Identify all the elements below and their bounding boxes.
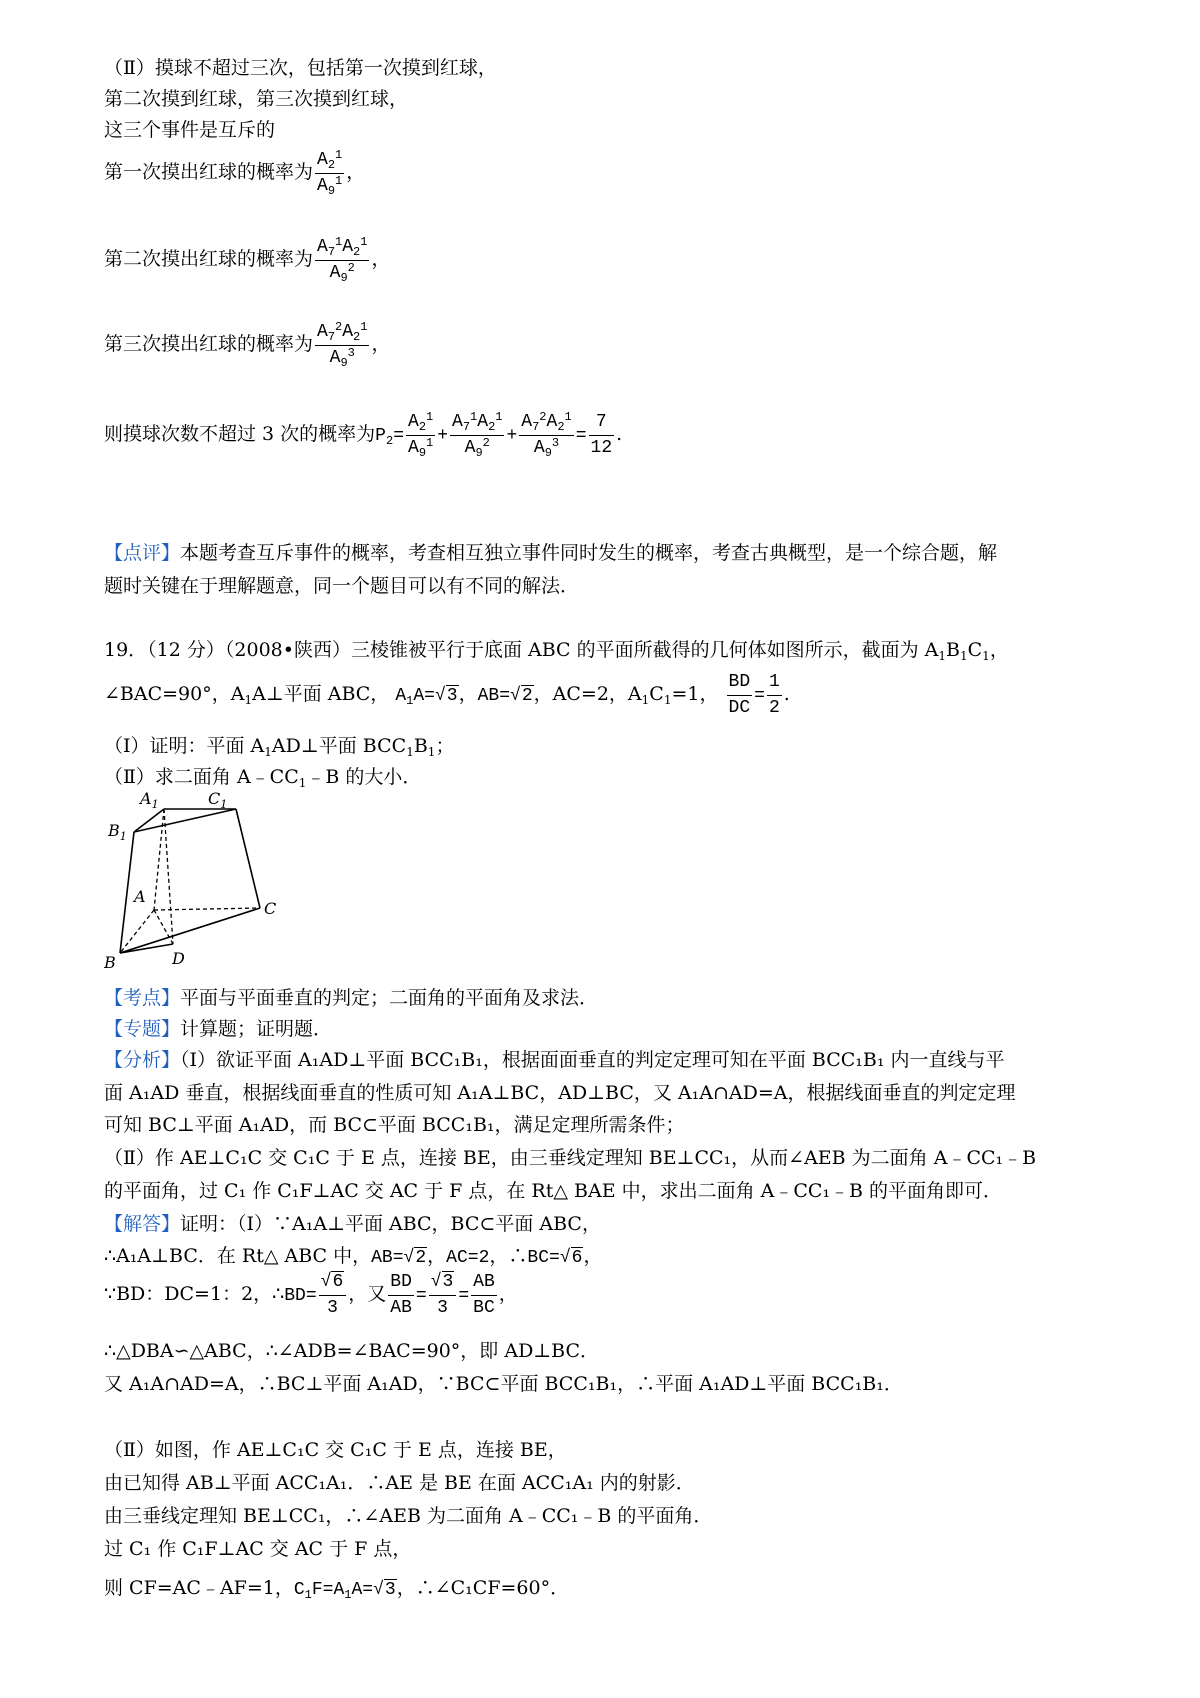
edge-ac — [154, 908, 260, 910]
text-line: 第二次摸到红球，第三次摸到红球， — [104, 88, 409, 110]
label-a: A — [134, 887, 146, 906]
jieda-line: ∴△DBA∽△ABC，∴∠ADB=∠BAC=90°，即 AD⊥BC． — [104, 1340, 600, 1362]
edge-a1a — [154, 809, 164, 910]
jieda-line: 又 A₁A∩AD=A，∴BC⊥平面 A₁AD，∵BC⊂平面 BCC₁B₁，∴平面 A₁AD⊥平面 BCC₁B₁． — [104, 1373, 903, 1395]
edge-bc — [120, 908, 260, 953]
label-c: C — [264, 899, 277, 918]
edge-b1b — [120, 832, 134, 953]
part2-solution-line: 由已知得 AB⊥平面 ACC₁A₁．∴AE 是 BE 在面 ACC₁A₁ 内的射影． — [104, 1472, 695, 1494]
label-b1: $B_1$ — [108, 821, 127, 843]
geometry-figure — [104, 790, 304, 975]
part2-solution-line: （Ⅱ）如图，作 AE⊥C₁C 交 C₁C 于 E 点，连接 BE， — [104, 1439, 567, 1461]
comment-label: 【点评】 — [104, 542, 181, 564]
fenxi-line: 面 A₁AD 垂直，根据线面垂直的性质可知 A₁A⊥BC，AD⊥BC，又 A₁A∩AD=A，根据线面垂直的判定定理 — [104, 1082, 1016, 1104]
kaodian-line: 【考点】平面与平面垂直的判定；二面角的平面角及求法． — [104, 987, 599, 1009]
part2-solution-line: 过 C₁ 作 C₁F⊥AC 交 AC 于 F 点， — [104, 1538, 412, 1560]
comment-line: 题时关键在于理解题意，同一个题目可以有不同的解法． — [104, 575, 580, 597]
edge-bd — [120, 944, 173, 953]
jieda-line: 【解答】证明：（Ⅰ）∵A₁A⊥平面 ABC，BC⊂平面 ABC， — [104, 1213, 601, 1235]
prob-first-line: 第一次摸出红球的概率为 $\frac{A_2^1}{A_9^1}$ ， — [104, 148, 366, 198]
question-conditions: ∠BAC=90°，$A_1A\perp$平面 ABC， $A_1A=√3$，AB=√2，AC=2，$A_1C_1=1$， $\frac{BD}{DC}$ = $\frac{1}{2}$ . — [104, 672, 790, 718]
fenxi-line: 【分析】（Ⅰ）欲证平面 A₁AD⊥平面 BCC₁B₁，根据面面垂直的判定定理可知在平面 BCC₁B₁ 内一直线与平 — [104, 1049, 1005, 1071]
prob-second-line: 第二次摸出红球的概率为 $\frac{A_7^1A_2^1}{A_9^2}$ ， — [104, 235, 391, 285]
edge-c1c — [236, 809, 260, 908]
jieda-line: ∵BD：DC=1：2，∴BD= $\frac{√6}{3}$ ，又 $\frac{BD}{AB}$ = $\frac{√3}{3}$ = $\frac{AB}{BC}$ ， — [104, 1272, 518, 1318]
part2-solution-line: 由三垂线定理知 BE⊥CC₁，∴∠AEB 为二面角 A﹣CC₁﹣B 的平面角． — [104, 1505, 713, 1527]
edge-a1d — [164, 809, 173, 944]
label-a1: $A_1$ — [140, 790, 159, 811]
fenxi-line: 可知 BC⊥平面 A₁AD，而 BC⊂平面 BCC₁B₁，满足定理所需条件； — [104, 1114, 685, 1136]
jieda-line: ∴A₁A⊥BC．在 Rt△ ABC 中，AB=√2，AC=2，∴BC=√6， — [104, 1245, 603, 1268]
question-part1: （Ⅰ）证明：平面 $A_1AD\perp$平面 $BCC_1B_1$； — [104, 735, 455, 759]
label-b: B — [104, 953, 116, 972]
edge-ab — [120, 910, 154, 953]
comment-line: 【点评】本题考查互斥事件的概率，考查相互独立事件同时发生的概率，考查古典概型，是一个综合题，解 — [104, 542, 998, 564]
prob-total-line: 则摸球次数不超过 3 次的概率为$P_2=$ $\frac{A_2^1}{A_9^1}$ + $\frac{A_7^1A_2^1}{A_9^2}$ + $\frac{A_7^2A_2^1}{A_9^3}$ = $\frac{7}{12}$ . — [104, 410, 623, 460]
label-c1: $C_1$ — [208, 790, 228, 811]
fenxi-line: 的平面角，过 C₁ 作 C₁F⊥AC 交 AC 于 F 点，在 Rt△ BAE 中，求出二面角 A﹣CC₁﹣B 的平面角即可． — [104, 1180, 1003, 1202]
question-part2: （Ⅱ）求二面角 $A﹣CC_1﹣B$ 的大小． — [104, 766, 422, 790]
question-head: 19．（12 分）（2008•陕西）三棱锥被平行于底面 ABC 的平面所截得的几何体如图所示，截面为 $A_1B_1C_1$， — [104, 639, 1009, 663]
part2-solution-line: 则 CF=AC﹣AF=1，$C_1F=A_1A=√3$，∴∠C₁CF=60°． — [104, 1577, 570, 1602]
label-d: D — [172, 949, 185, 968]
text-line: 这三个事件是互斥的 — [104, 119, 276, 141]
zhuanti-line: 【专题】计算题；证明题． — [104, 1018, 333, 1040]
prob-third-line: 第三次摸出红球的概率为 $\frac{A_7^2A_2^1}{A_9^3}$ ， — [104, 320, 391, 370]
text-line: （Ⅱ）摸球不超过三次，包括第一次摸到红球， — [104, 57, 497, 79]
fenxi-line: （Ⅱ）作 AE⊥C₁C 交 C₁C 于 E 点，连接 BE，由三垂线定理知 BE⊥CC₁，从而∠AEB 为二面角 A﹣CC₁﹣B — [104, 1147, 1037, 1169]
